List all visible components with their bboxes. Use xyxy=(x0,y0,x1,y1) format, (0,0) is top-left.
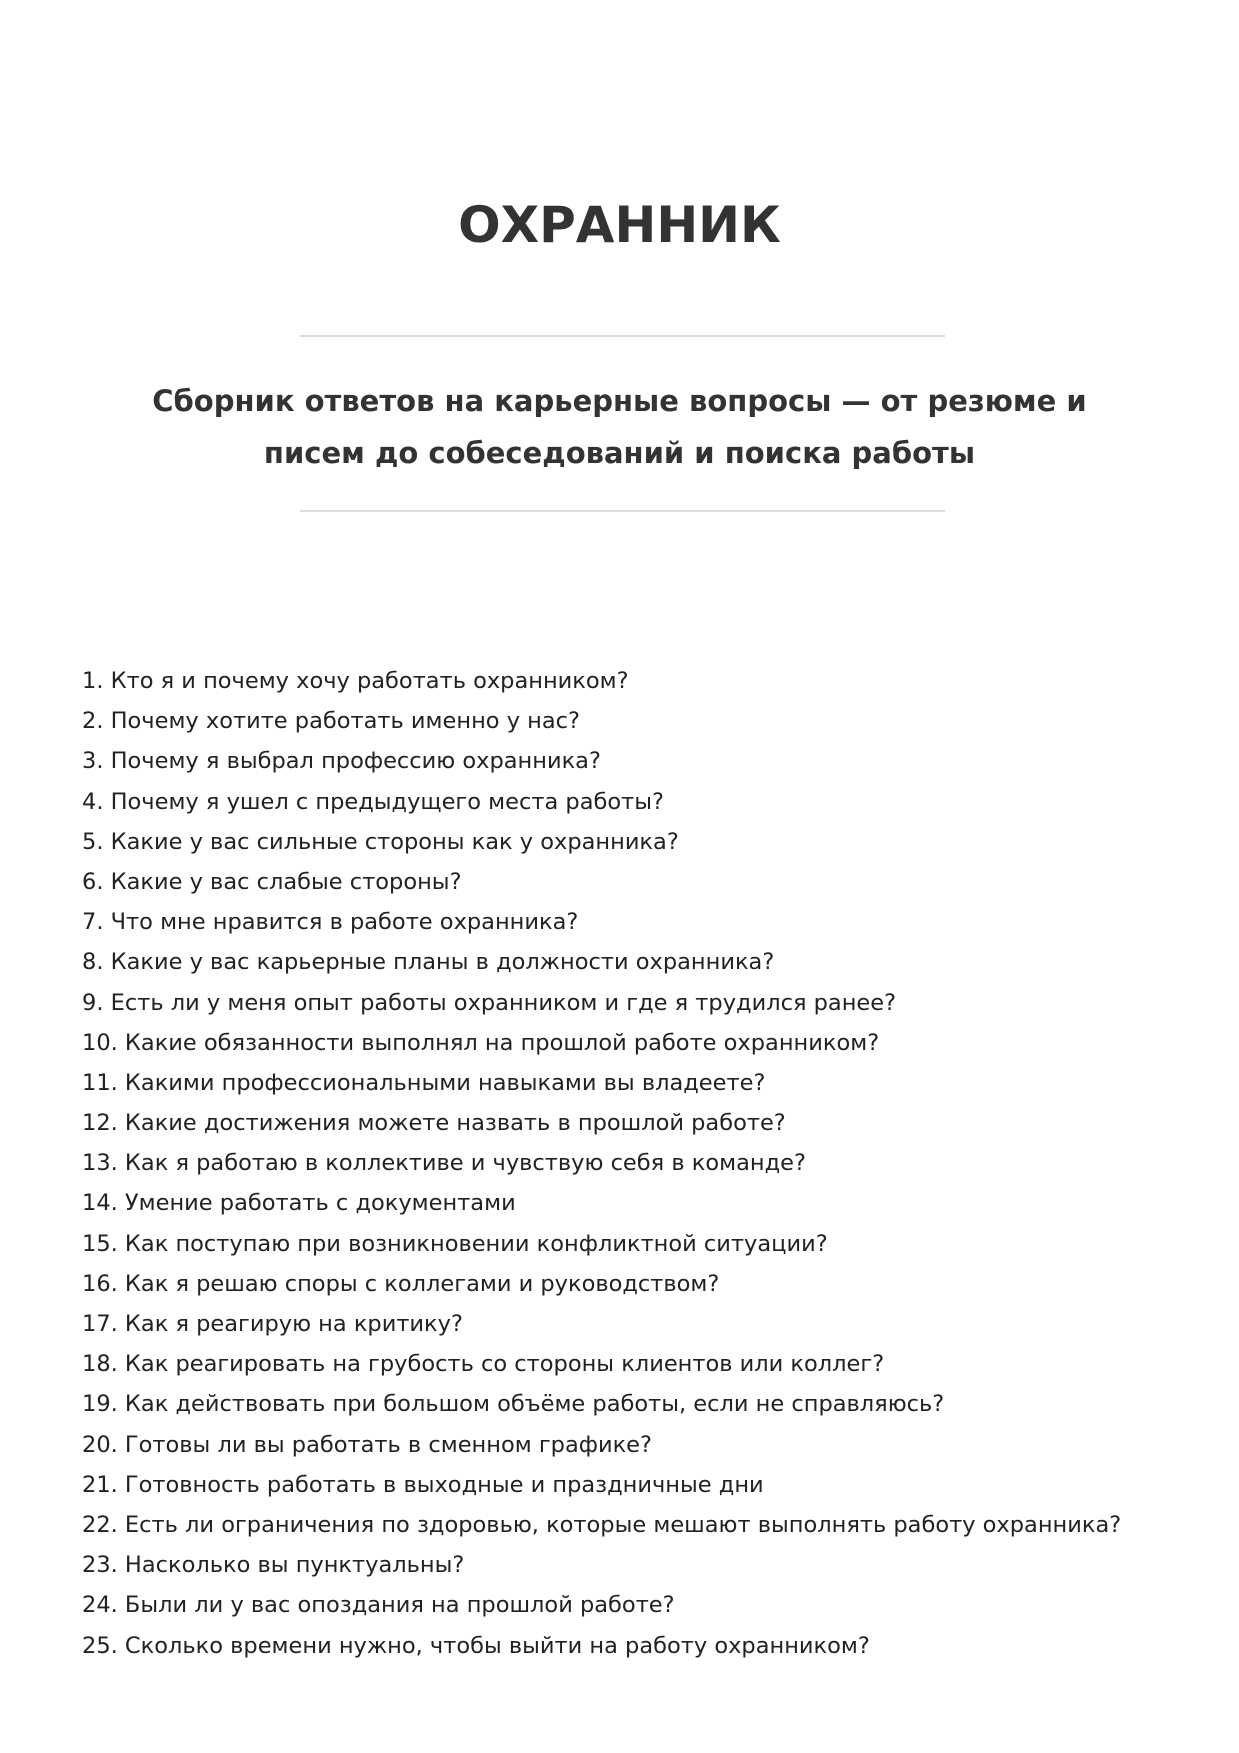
question-item: 12. Какие достижения можете назвать в прошлой работе? xyxy=(82,1110,786,1137)
question-item: 17. Как я реагирую на критику? xyxy=(82,1311,463,1337)
question-item: 9. Есть ли у меня опыт работы охранником и где я трудился ранее? xyxy=(82,989,897,1016)
question-item: 1. Кто я и почему хочу работать охранником? xyxy=(82,668,629,694)
question-item: 13. Как я работаю в коллективе и чувствую себя в команде? xyxy=(82,1150,806,1177)
question-item: 19. Как действовать при большом объёме работы, если не справляюсь? xyxy=(82,1391,945,1418)
question-item: 3. Почему я выбрал профессию охранника? xyxy=(82,748,601,775)
question-item: 18. Как реагировать на грубость со стороны клиентов или коллег? xyxy=(82,1351,885,1378)
question-item: 24. Были ли у вас опоздания на прошлой работе? xyxy=(82,1592,675,1619)
question-item: 10. Какие обязанности выполнял на прошлой работе охранником? xyxy=(82,1029,880,1056)
question-item: 15. Как поступаю при возникновении конфликтной ситуации? xyxy=(82,1230,828,1257)
question-item: 11. Какими профессиональными навыками вы владеете? xyxy=(82,1069,766,1096)
question-list xyxy=(82,661,1162,1666)
question-item: 21. Готовность работать в выходные и праздничные дни xyxy=(82,1471,764,1498)
question-item: 6. Какие у вас слабые стороны? xyxy=(82,868,462,895)
bottom-divider xyxy=(300,510,945,512)
question-item: 14. Умение работать с документами xyxy=(82,1190,516,1217)
question-item: 20. Готовы ли вы работать в сменном графике? xyxy=(82,1431,652,1458)
question-item: 23. Насколько вы пунктуальны? xyxy=(82,1552,465,1579)
question-item: 7. Что мне нравится в работе охранника? xyxy=(82,909,579,936)
question-item: 25. Сколько времени нужно, чтобы выйти на работу охранником? xyxy=(82,1632,870,1659)
page-subtitle: Сборник ответов на карьерные вопросы — от резюме и писем до собеседований и поиска работы xyxy=(152,384,1087,470)
top-divider xyxy=(300,335,945,337)
question-item: 22. Есть ли ограничения по здоровью, которые мешают выполнять работу охранника? xyxy=(82,1511,1122,1538)
question-item: 4. Почему я ушел с предыдущего места работы? xyxy=(82,788,664,815)
question-item: 5. Какие у вас сильные стороны как у охранника? xyxy=(82,828,679,855)
question-item: 8. Какие у вас карьерные планы в должности охранника? xyxy=(82,949,775,976)
question-item: 2. Почему хотите работать именно у нас? xyxy=(82,708,580,735)
question-item: 16. Как я решаю споры с коллегами и руководством? xyxy=(82,1270,720,1297)
page-title: ОХРАННИК xyxy=(458,196,781,254)
